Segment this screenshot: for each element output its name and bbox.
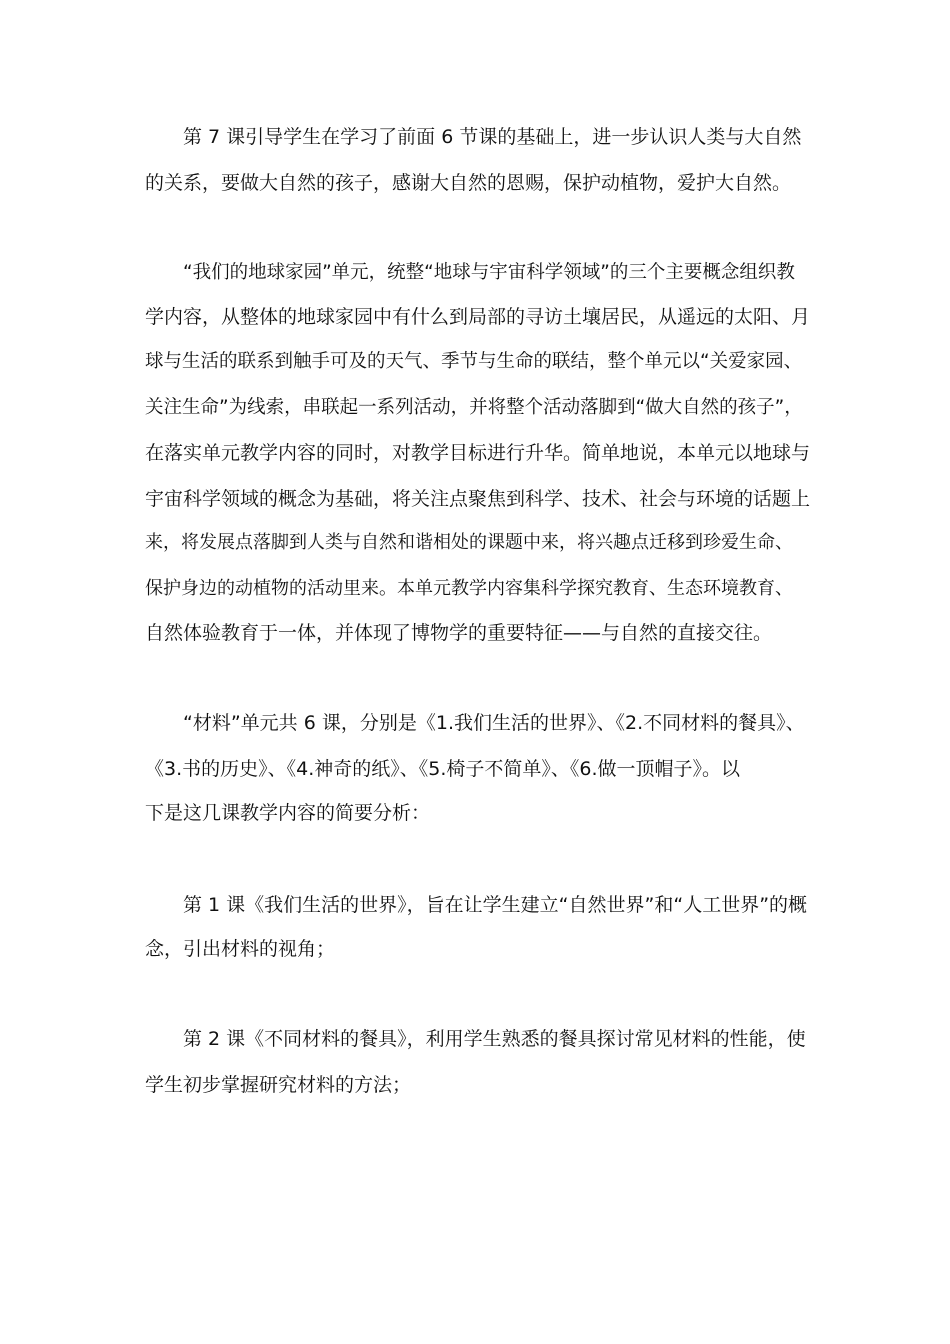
paragraph-2-line-2: 学内容，从整体的地球家园中有什么到局部的寻访土壤居民，从遥远的太阳、月 — [145, 306, 811, 328]
paragraph-2-line-6: 宇宙科学领域的概念为基础，将关注点聚焦到科学、技术、社会与环境的话题上 — [145, 488, 811, 510]
paragraph-5-line-2: 学生初步掌握研究材料的方法； — [145, 1074, 412, 1096]
paragraph-2-line-9: 自然体验教育于一体，并体现了博物学的重要特征——与自然的直接交往。 — [145, 622, 773, 644]
paragraph-2-line-3: 球与生活的联系到触手可及的天气、季节与生命的联结，整个单元以“关爱家园、 — [145, 351, 803, 372]
paragraph-4-line-1: 第 1 课《我们生活的世界》，旨在让学生建立“自然世界”和“人工世界”的概 — [183, 894, 808, 916]
paragraph-4-line-2: 念，引出材料的视角； — [145, 938, 336, 960]
paragraph-5-line-1: 第 2 课《不同材料的餐具》，利用学生熟悉的餐具探讨常见材料的性能，使 — [183, 1028, 806, 1050]
paragraph-2-line-8: 保护身边的动植物的活动里来。本单元教学内容集科学探究教育、生态环境教育、 — [145, 578, 793, 599]
paragraph-1-line-1: 第 7 课引导学生在学习了前面 6 节课的基础上，进一步认识人类与大自然 — [183, 126, 802, 148]
paragraph-2-line-5: 在落实单元教学内容的同时，对教学目标进行升华。简单地说，本单元以地球与 — [145, 442, 811, 464]
paragraph-3-line-1: “材料”单元共 6 课，分别是《1.我们生活的世界》、《2.不同材料的餐具》、 — [183, 712, 805, 734]
paragraph-3-line-2: 《3.书的历史》、《4.神奇的纸》、《5.椅子不简单》、《6.做一顶帽子》。以 — [145, 758, 741, 780]
paragraph-2-line-1: “我们的地球家园”单元，统整“地球与宇宙科学领域”的三个主要概念组织教 — [183, 262, 795, 283]
paragraph-1-line-2: 的关系，要做大自然的孩子，感谢大自然的恩赐，保护动植物，爱护大自然。 — [145, 172, 792, 194]
paragraph-3-line-3: 下是这几课教学内容的简要分析： — [145, 802, 431, 824]
paragraph-2-line-4: 关注生命”为线索，串联起一系列活动，并将整个活动落脚到“做大自然的孩子”， — [145, 397, 803, 418]
paragraph-2-line-7: 来，将发展点落脚到人类与自然和谐相处的课题中来，将兴趣点迁移到珍爱生命、 — [145, 532, 793, 553]
